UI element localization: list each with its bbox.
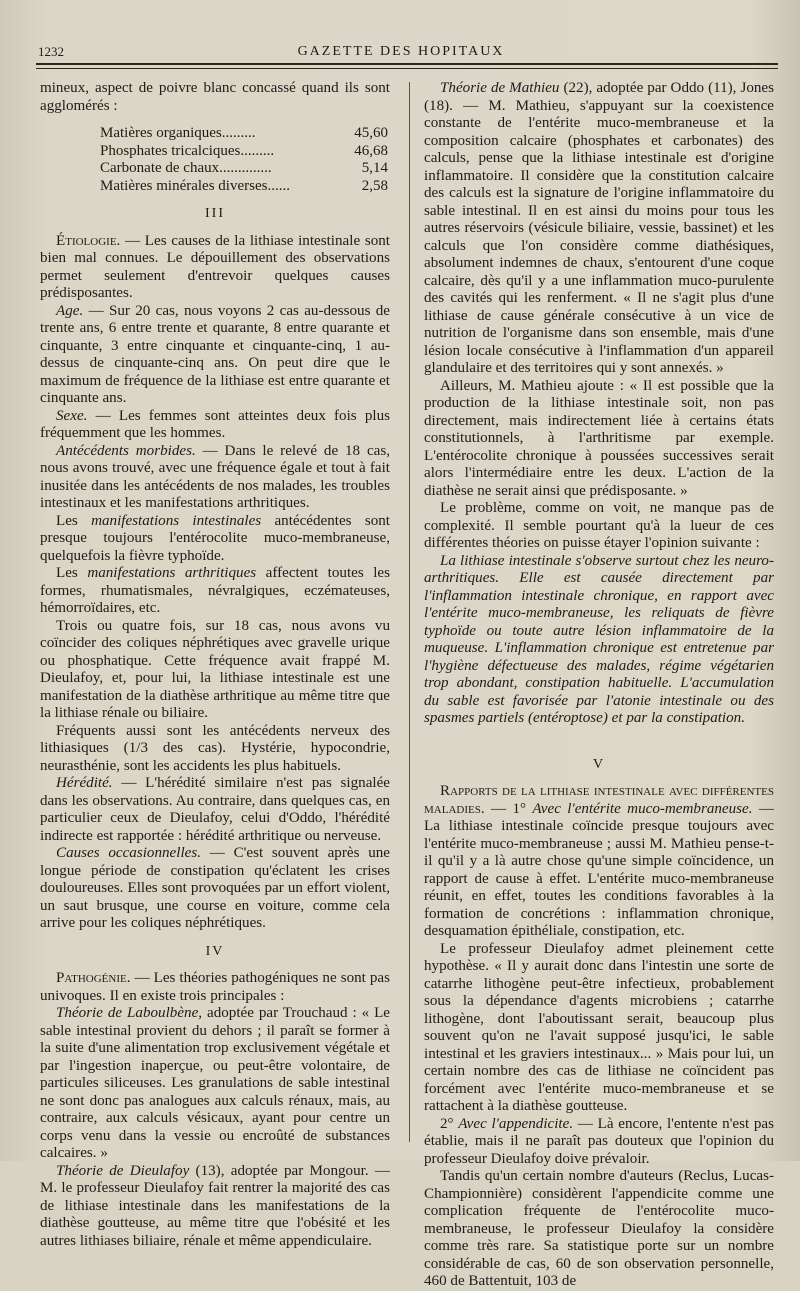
run-text: — Les femmes sont atteintes deux fois plus fréquemment que les hommes. [40,407,390,442]
table-row [100,143,388,161]
page-header [30,40,772,62]
paragraph-continuation: mineux, aspect de poivre blanc concassé quand ils sont agglomérés : [40,80,390,114]
composition-value: 46,68 [354,142,388,159]
paragraph-trois-fois: Trois ou quatre fois, sur 18 cas, nous avons vu coïncider des coliques néphrétiques avec gravelle urique ou phosphatique. Cette fréquence avait frappé M. Dieulafoy, et, pour lui, la lithiase intestinale est une manifestation de la diathèse arthritique au même titre que la lithiase rénale ou biliaire. [40,617,390,722]
column-divider [409,82,410,1142]
run-text: adoptée par Trouchaud : « Le sable intestinal provient du dehors ; il paraît se former à la suite d'une alimentation trop exclusivement végétale et par l'ingestion inaperçue, ou peut-être volontaire, de particules siliceuses. Les granulations de sable intestinal ne sont donc pas analogues aux calculs rénaux, mais, au contraire, aux calculs vésicaux, ayant pour centre un corps venu dans la vessie ou encroûté de substances calcaires. » [40,1005,390,1162]
section-number: IV [205,943,225,959]
paragraph-pathogenie [40,970,390,1005]
right-column [424,80,774,1291]
journal-title: GAZETTE DES HOPITAUX [297,44,505,59]
spacer [424,728,774,746]
run-italic: manifestations intestinales [91,512,262,529]
run-head: Antécédents morbides. [56,442,196,459]
paragraph-mathieu [424,80,774,378]
run-head: Sexe. [56,407,88,424]
left-column [40,80,390,1250]
run-text: antécédentes sont presque toujours l'entérocolite muco-membraneuse, quelquefois la fièvre typhoïde. [40,512,390,564]
run-italic: manifestations arthritiques [87,565,257,582]
composition-table [100,125,388,195]
paragraph-manifestations-arthritiques [40,565,390,618]
table-row [100,178,388,196]
run-text: — Dans le relevé de 18 cas, nous avons trouvé, avec une fréquence égale et tout à fait inusitée dans les antécédents de nos malades, les troubles intestinaux et les manifestations arthritiques. [40,442,390,512]
table-row [100,125,388,143]
paragraph-probleme: Le problème, comme on voit, ne manque pas de complexité. Il semble pourtant qu'à la lueur de ces différentes théories on puisse étayer l'opinion suivante : [424,500,774,551]
paragraph-causes [40,845,390,933]
section-number: V [592,756,606,772]
section-number: III [205,206,225,222]
run-head: Théorie de Laboulbène, [56,1005,203,1022]
run-head: Pathogénie. [56,970,131,987]
paragraph-appendicite [424,1116,774,1169]
run-text: (22), adoptée par Oddo (11), Jones (18). — M. Mathieu, s'appuyant sur la coexistence constante de l'entérite muco-membraneuse et la composition calcaire (phosphates et carbonates) des calculs, pense que la lithiase intestinale est d'origine inflammatoire. Il considère que la constitution calcaire des calculs est la signature de l'origine inflammatoire du sable intestinal. Il en est ainsi du moins pour tous les autres réservoirs (vésicule biliaire, vessie, bassinet) et les calculs que l'on considère comme diathésiques, absolument indemnes de chaux, s'entourent d'une coque calcaire, dès qu'il y a une inflammation muco-purulente des cavités qui les renferment. « Il ne s'agit plus d'une lithiase de cause générale consécutive à un vice de nutrition de l'organisme dans son ensemble, mais d'une lésion locale consécutive à l'inflammation d'un appareil glandulaire et des territoires qui y sont annexés. » [424,80,774,376]
paragraph-tandis: Tandis qu'un certain nombre d'auteurs (Reclus, Lucas-Championnière) considèrent l'appendicite comme une complication fréquente de l'entérocolite muco-membraneuse, le professeur Dieulafoy la considère comme très rare. Sa statistique porte sur un nombre considérable de cas, 60 de son observation personnelle, 460 de Battentuit, 103 de [424,1168,774,1289]
composition-value: 2,58 [361,177,388,194]
run-head: Étiologie. [56,232,121,249]
paragraph-dieulafoy [40,1163,390,1251]
run-head: Théorie de Dieulafoy [56,1162,190,1179]
composition-value: 45,60 [354,125,388,141]
composition-name: Matières minérales diverses...... [100,177,290,194]
run-text: Les [56,512,92,529]
paragraph-etiologie [40,233,390,303]
paragraph-laboulbene [40,1005,390,1163]
run-head: Rapports de la lithiase intestinale avec différentes maladies. [424,783,774,817]
run-head: Causes occasionnelles. [56,845,201,862]
paragraph-sexe [40,408,390,443]
paragraph-heredite [40,775,390,845]
paragraph-conclusion: La lithiase intestinale s'observe surtout chez les neuro-arthritiques. Elle est causée directement par l'inflammation intestinale chronique, en rapport avec l'entérite muco-membraneuse, les reliquats de fièvre typhoïde ou toute autre lésion inflammatoire de la muqueuse. L'inflammation chronique est entretenue par l'hygiène défectueuse des malades, régime végétarien trop abondant, constipation habituelle. L'accumulation du sable est favorisée par l'atonie intestinale ou des spasmes partiels (entéroptose) et par la constipation. [424,552,774,726]
composition-name: Carbonate de chaux.............. [100,160,272,177]
composition-name: Matières organiques......... [100,125,256,141]
run-text: — Les théories pathogéniques ne sont pas univoques. Il en existe trois principales : [40,970,390,1004]
paragraph-age [40,303,390,408]
run-text: affectent toutes les formes, rhumatismales, névralgiques, eczémateuses, hémorroïdaires, etc. [40,565,391,617]
run-head: Age. [56,302,84,319]
run-text: (13), adoptée par Mongour. — M. le professeur Dieulafoy fait rentrer la majorité des cas de lithiase intestinale dans les manifestations de la diathèse goutteuse, au même titre que l'obésité et les autres lithiases biliaire, rénale et même appendiculaire. [40,1162,390,1249]
run-text: — C'est souvent après une longue période de constipation qu'éclatent les crises douloureuses. Elles sont provoquées par un effort violent, un saut brusque, une course en voiture, comme cela arrive pour les coliques néphrétiques. [40,845,391,932]
run-text: — Les causes de la lithiase intestinale sont bien mal connues. Le dépouillement des observations permet seulement d'entrevoir quelques causes prédisposantes. [40,232,390,302]
run-text: — Sur 20 cas, nous voyons 2 cas au-dessous de trente ans, 6 entre trente et quarante, 8 entre quarante et cinquante, 3 entre cinquante et cinquante-cinq, 1 au-dessus de cinquante-cinq ans. On peut dire que le maximum de fréquence de la lithiase est entre quarante et cinquante ans. [40,302,390,407]
paragraph-rapports [424,783,774,941]
run-head: Hérédité. [56,775,113,792]
paragraph-manifestations-intestinales [40,513,390,566]
run-italic: Avec l'entérite muco-membraneuse. [532,800,753,817]
paragraph-professeur: Le professeur Dieulafoy admet pleinement cette hypothèse. « Il y aurait donc dans l'intestin une sorte de catarrhe lithogène peut-être infectieux, probablement sous la dépendance d'agents microbiens ; catarrhe lithogène, dont l'aboutissant serait, beaucoup plus souvent qu'on ne l'avait supposé jusqu'ici, le sable intestinal et les graviers intestinaux... » Mais pour lui, un certain nombre des cas de lithiase ne coïncident pas forcément avec l'entérite muco-membraneuse et se rattachent à la diathèse goutteuse. [424,940,774,1114]
header-rule-thick [36,63,778,65]
run-text: — L'hérédité similaire n'est pas signalée dans les observations. Au contraire, dans quelques cas, en particulier ceux de Dieulafoy, celui d'Oddo, l'hérédité indirecte est rapportée : hérédité arthritique ou nerveuse. [40,775,390,844]
header-rule-thin [36,68,778,69]
page-number: 1232 [38,44,64,59]
run-text: — 1° [484,800,533,817]
run-head: Théorie de Mathieu [440,80,560,96]
paragraph-ailleurs: Ailleurs, M. Mathieu ajoute : « Il est possible que la production de la lithiase intestinale soit, non pas directement, mais indirectement liée à certains états constitutionnels, à l'arthritisme par exemple. L'entérocolite chronique à poussées successives serait alors l'intermédiaire entre les deux. L'action de la diathèse ne serait ainsi que prédisposante. » [424,377,774,499]
paragraph-antecedents [40,443,390,513]
run-text: Les [56,565,88,582]
run-text: 2° [440,1115,459,1132]
run-italic: Avec l'appendicite. [458,1115,574,1132]
composition-value: 5,14 [361,160,388,177]
composition-name: Phosphates tricalciques......... [100,142,275,159]
run-text: — La lithiase intestinale coïncide presque toujours avec l'entérite muco-membraneuse ; aussi M. Mathieu pense-t-il qu'il y a là autre chose qu'une simple coïncidence, un rapport de cause à effet. L'entérite muco-membraneuse réunit, en effet, toutes les conditions favorables à la formation de concrétions : inflammation chronique, desquamation épithéliale, constipation, etc. [424,800,774,939]
run-text: — Là encore, l'entente n'est pas établie, mais il ne paraît pas douteux que l'opinion du professeur Dieulafoy doive prévaloir. [424,1115,775,1167]
paragraph-frequents: Fréquents aussi sont les antécédents nerveux des lithiasiques (1/3 des cas). Hystérie, hypocondrie, neurasthénie, sont les accidents les plus habituels. [40,722,390,774]
table-row [100,160,388,178]
